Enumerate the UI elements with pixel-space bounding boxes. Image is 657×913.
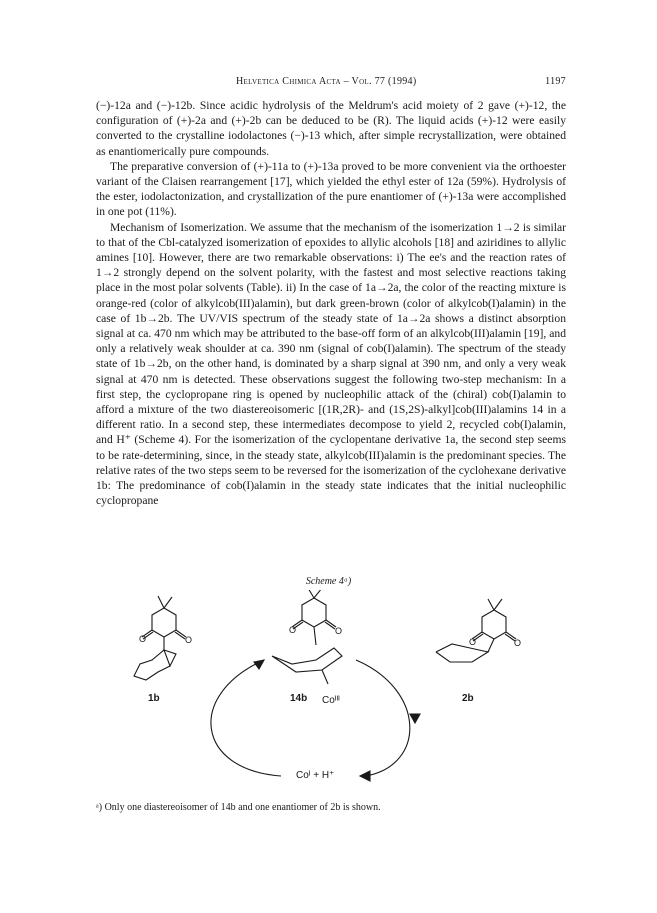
molecule-14b-structure: [272, 590, 342, 684]
cycle-arc-left: [211, 660, 281, 776]
scheme-footnote: ᵃ) Only one diastereoisomer of 14b and one enantiomer of 2b is shown.: [96, 802, 381, 813]
label-2b: 2b: [462, 693, 474, 704]
arrowhead-3: [410, 714, 420, 723]
oxygen-label: O: [289, 625, 297, 635]
oxygen-label: O: [185, 635, 193, 645]
arrowhead-2: [360, 771, 370, 781]
body-text: [96, 98, 566, 508]
label-1b: 1b: [148, 693, 160, 704]
cobalt-i-proton-label: Coᴵ + H⁺: [296, 770, 335, 781]
scheme-title: Scheme 4ᵃ): [305, 576, 352, 587]
oxygen-label: O: [139, 634, 147, 644]
oxygen-label: O: [469, 637, 477, 647]
label-14b: 14b: [290, 693, 308, 704]
arrowhead-1: [254, 660, 264, 669]
paragraph-3: Mechanism of Isomerization. We assume that the mechanism of the isomerization 1→2 is similar to that of the Cbl-catalyzed isomerization of epoxides to allylic alcohols [18] and aziridines to allylic amines [10]. However, there are two remarkable observations: i) The ee's and the reaction rates of 1→2 strongly depend on the solvent polarity, with the fastest and most selective reactions taking place in the most polar solvents (Table). ii) In the case of 1a→2a, the color of the reacting mixture is orange-red (color of alkylcob(III)alamin), but dark green-brown (color of alkylcob(I)alamin) in the case of 1b→2b. The UV/VIS spectrum of the steady state of 1a→2a shows a distinct absorption signal at ca. 470 nm which may be attributed to the base-off form of an alkylcob(III)alamin [19], and only a relatively weak shoulder at ca. 390 nm (signal of cob(I)alamin). The spectrum of the steady state of 1b→2b, on the other hand, is dominated by a sharp signal at 390 nm, and only a very weak signal at 470 nm is detected. These observations suggest the following two-step mechanism: In a first step, the cyclopropane ring is opened by nucleophilic attack of the (chiral) cob(I)alamin to afford a mixture of the two diastereoisomeric [(1R,2R)- and (1S,2S)-alkyl]cob(III)alamins 14 in a different ratio. In a second step, these intermediates decompose to yield 2, recycled cob(I)alamin, and H⁺ (Scheme 4). For the isomerization of the cyclopentane derivative 1a, the second step seems to be rate-determining, since, in the steady state, alkylcob(III)alamin is the predominant species. The relative rates of the two steps seem to be reversed for the isomerization of the cyclohexane derivative 1b: The predominance of cob(I)alamin in the steady state indicates that the initial nucleophilic cyclopropane: [96, 220, 566, 508]
journal-title: Helvetica Chimica Acta – Vol. 77 (1994): [236, 76, 417, 87]
cycle-arc-right: [356, 660, 410, 776]
molecule-2b-structure: [436, 599, 516, 662]
paragraph-2: The preparative conversion of (+)-11a to (+)-13a proved to be more convenient via the orthoester variant of the Claisen rearrangement [17], which yielded the ethyl ester of 12a (59%). Hydrolysis of the ester, iodolactonization, and crystallization of the pure enantiomer of (+)-13a were accomplished in one pot (11%).: [96, 159, 566, 219]
oxygen-label: O: [514, 638, 522, 648]
cobalt-iii-label: Coᴵᴵᴵ: [322, 695, 340, 706]
page-number: 1197: [545, 76, 566, 87]
scheme-4-diagram: [96, 590, 566, 795]
paragraph-1: (−)-12a and (−)-12b. Since acidic hydrolysis of the Meldrum's acid moiety of 2 gave (+)-12, the configuration of (+)-2a and (+)-2b can be deduced to be (R). The liquid acids (+)-12 were easily converted to the crystalline iodolactones (−)-13 which, after simple recrystallization, were obtained as enantiomerically pure compounds.: [96, 99, 566, 158]
oxygen-label: O: [335, 626, 343, 636]
